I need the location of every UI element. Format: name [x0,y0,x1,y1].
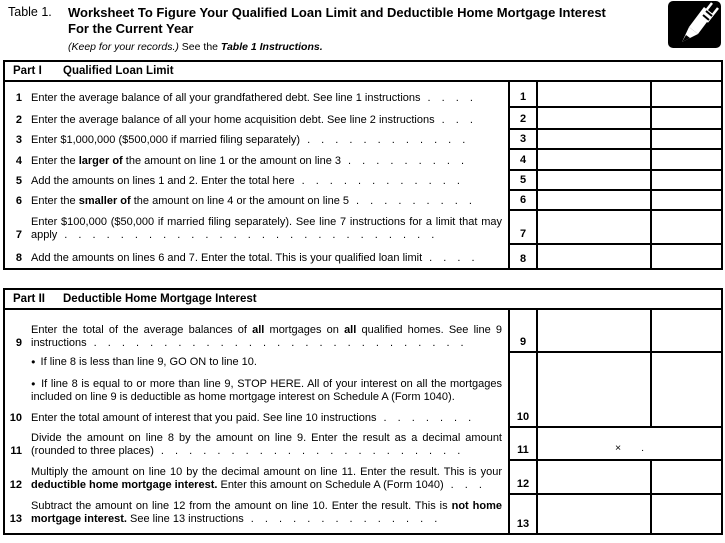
line-7-amount-box[interactable] [538,211,652,245]
line-8-cents-box[interactable] [652,245,721,268]
line-1-text: Enter the average balance of all your grandfathered debt. See line 1 instructions . . . . [31,92,473,104]
line-9-number-label: 9 [15,337,22,349]
line-7-cents-box[interactable] [652,211,721,245]
line-12-amount-box[interactable] [538,461,652,495]
line-1-number-label: 1 [15,92,22,104]
line-3-text: Enter $1,000,000 ($500,000 if married filing separately) . . . . . . . . . . . . [31,134,466,146]
part2-title: Deductible Home Mortgage Interest [63,292,257,305]
multiply-sign: × [614,442,622,454]
line-7-description [5,211,510,245]
line-6-text: Enter the smaller of the amount on line 4 or the amount on line 5 . . . . . . . . . [31,195,472,207]
line-8-description [5,245,510,268]
decimal-point: . [641,442,645,454]
worksheet-note: (Keep for your records.) See the Table 1 Instructions. [68,41,323,53]
bullet-icon: ● [31,357,36,366]
part2-table [3,288,723,535]
line-2-text: Enter the average balance of all your home acquisition debt. See line 2 instructions . . . [31,114,473,126]
line-3-amount-box[interactable] [538,130,652,150]
line-10-amount-box[interactable] [538,353,652,428]
line-4-cents-box[interactable] [652,150,721,171]
line-10-text: Enter the total amount of interest that you paid. See line 10 instructions . . . . . . . [31,412,472,424]
line-11-number-label: 11 [10,445,22,457]
line-9-description [5,310,510,353]
line-10-number-label: 10 [9,412,22,424]
pencil-icon [668,1,721,50]
line-6-number-box: 6 [510,191,538,211]
part1-header [5,62,721,82]
line-9-cents-box[interactable] [652,310,721,353]
line-3-description [5,130,510,150]
line-12-number-box: 12 [510,461,538,495]
line-8-number-label: 8 [15,252,22,264]
bullet-note-1 [31,355,502,369]
part2-header [5,290,721,310]
part2-label: Part II [13,292,45,305]
line-5-description [5,171,510,191]
bullet-note-1-text: If line 8 is less than line 9, GO ON to line 10. [40,356,257,368]
line-5-number-box: 5 [510,171,538,191]
line-13-number-box: 13 [510,495,538,533]
line-6-description [5,191,510,211]
line-8-text: Add the amounts on lines 6 and 7. Enter the total. This is your qualified loan limit . . . . [31,252,475,264]
line-10-number-box: 10 [510,353,538,428]
line-3-cents-box[interactable] [652,130,721,150]
line-2-number-label: 2 [15,114,22,126]
line-11-text: Divide the amount on line 8 by the amount on line 9. Enter the result as a decimal amount (rounded to three places) . . . . . . . . . . . . . . . . . . . . . . [31,432,502,457]
part1-table [3,60,723,270]
line-6-number-label: 6 [15,195,22,207]
line-3-number-label: 3 [15,134,22,146]
line-9-text: Enter the total of the average balances of all mortgages on all qualified homes. See line 9 instructions . . . . . . . . . . . . . . . . . . . . . . . . . . . [31,324,502,349]
line-7-text: Enter $100,000 ($50,000 if married filing separately). See line 7 instructions for a limit that may apply . . . . . . . . . . . . . . . . . . . . . . . . . . . [31,216,502,241]
line-7-number-box: 7 [510,211,538,245]
line-1-description [5,82,510,108]
line-5-cents-box[interactable] [652,171,721,191]
line-1-amount-box[interactable] [538,82,652,108]
line-11-number-box: 11 [510,428,538,461]
line-2-cents-box[interactable] [652,108,721,130]
line-6-amount-box[interactable] [538,191,652,211]
bullet-note-2-text: If line 8 is equal to or more than line 9, STOP HERE. All of your interest on all the mortgages included on line 9 is deductible as home mortgage interest on Schedule A (Form 1040). [31,378,502,403]
line-12-cents-box[interactable] [652,461,721,495]
line-4-amount-box[interactable] [538,150,652,171]
line-1-number-box: 1 [510,82,538,108]
line-1-cents-box[interactable] [652,82,721,108]
line-2-description [5,108,510,130]
line-13-amount-box[interactable] [538,495,652,533]
line-8-number-box: 8 [510,245,538,268]
line-7-number-label: 7 [15,229,22,241]
line-3-number-box: 3 [510,130,538,150]
line-12-description [5,461,510,495]
line-4-number-box: 4 [510,150,538,171]
line-4-description [5,150,510,171]
line-12-text: Multiply the amount on line 10 by the decimal amount on line 11. Enter the result. This is your deductible home mortgage interest. Enter this amount on Schedule A (Form 1040) . . . [31,466,502,491]
line-13-text: Subtract the amount on line 12 from the amount on line 10. Enter the result. This is not home mortgage interest. See line 13 instructions . . . . . . . . . . . . . . [31,500,502,525]
line-10-cents-box[interactable] [652,353,721,428]
line-4-number-label: 4 [15,155,22,167]
line-5-number-label: 5 [15,175,22,187]
line-2-number-box: 2 [510,108,538,130]
line-12-number-label: 12 [9,479,22,491]
line-5-text: Add the amounts on lines 1 and 2. Enter the total here . . . . . . . . . . . . [31,175,460,187]
line-9-number-box: 9 [510,310,538,353]
line-2-amount-box[interactable] [538,108,652,130]
line-11-decimal-box[interactable] [538,428,721,461]
bullet-note-2 [31,377,502,404]
line-11-description [5,428,510,461]
line-5-amount-box[interactable] [538,171,652,191]
line-13-description [5,495,510,533]
part1-label: Part I [13,64,42,77]
worksheet-title: Worksheet To Figure Your Qualified Loan Limit and Deductible Home Mortgage Interest For the Current Year [68,5,606,36]
part1-title: Qualified Loan Limit [63,64,174,77]
line-8-amount-box[interactable] [538,245,652,268]
line-6-cents-box[interactable] [652,191,721,211]
line-13-cents-box[interactable] [652,495,721,533]
line-10-description [5,353,510,428]
line-9-amount-box[interactable] [538,310,652,353]
table-label: Table 1. [8,5,52,19]
line-13-number-label: 13 [9,513,22,525]
bullet-icon: ● [31,379,37,388]
line-4-text: Enter the larger of the amount on line 1 or the amount on line 3 . . . . . . . . . [31,155,465,167]
